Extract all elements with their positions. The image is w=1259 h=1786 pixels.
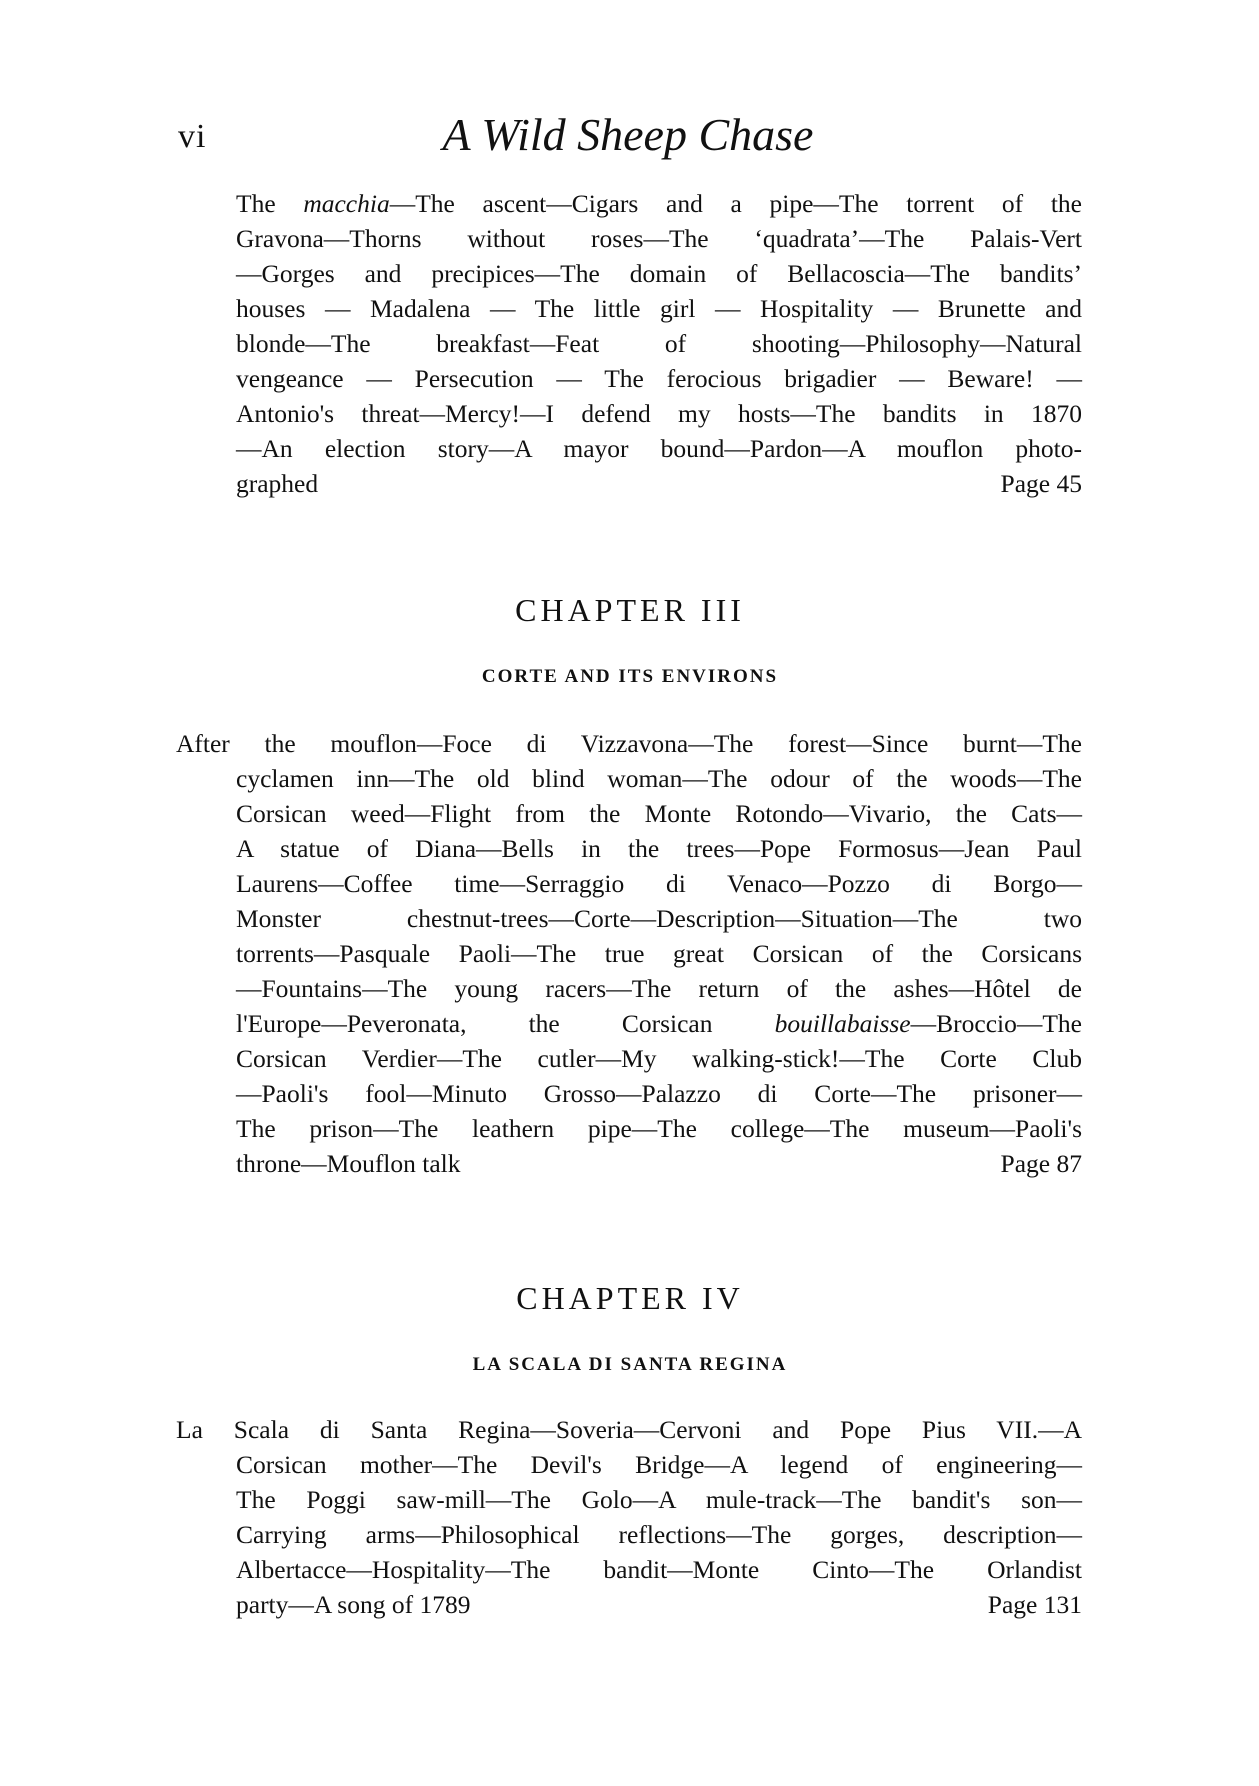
summary-line: graphed <box>236 469 319 498</box>
summary-line-last <box>236 466 1082 501</box>
summary-line: houses — Madalena — The little girl — Hospitality — Brunette and <box>236 294 1082 323</box>
summary-line: throne—Mouflon talk <box>236 1149 461 1178</box>
summary-line: Corsican Verdier—The cutler—My walking-stick!—The Corte Club <box>236 1044 1082 1073</box>
summary-line: cyclamen inn—The old blind woman—The odour of the woods—The <box>236 764 1082 793</box>
summary-line: The macchia—The ascent—Cigars and a pipe—The torrent of the <box>236 189 1082 218</box>
page-reference: Page 45 <box>1000 469 1082 498</box>
summary-line: Corsican weed—Flight from the Monte Rotondo—Vivario, the Cats— <box>236 799 1082 828</box>
chapter-heading: CHAPTER III <box>515 592 745 628</box>
summary-line: —Gorges and precipices—The domain of Bellacoscia—The bandits’ <box>236 259 1082 288</box>
summary-line: A statue of Diana—Bells in the trees—Pope Formosus—Jean Paul <box>236 834 1082 863</box>
page-reference: Page 87 <box>1000 1149 1082 1178</box>
chapter-heading: CHAPTER IV <box>516 1280 744 1316</box>
chapter-title: CORTE AND ITS ENVIRONS <box>481 666 779 687</box>
summary-line: Monster chestnut-trees—Corte—Description—Situation—The two <box>236 904 1082 933</box>
summary-line: torrents—Pasquale Paoli—The true great Corsican of the Corsicans <box>236 939 1082 968</box>
chapter2-summary <box>236 186 1082 501</box>
summary-line: La Scala di Santa Regina—Soveria—Cervoni and Pope Pius VII.—A <box>176 1415 1082 1444</box>
page-reference: Page 131 <box>987 1590 1082 1619</box>
chapter3-summary <box>176 726 1082 1181</box>
summary-line-last <box>176 1146 1082 1181</box>
chapter4-summary <box>176 1412 1082 1622</box>
summary-line: Laurens—Coffee time—Serraggio di Venaco—Pozzo di Borgo— <box>236 869 1082 898</box>
summary-line: After the mouflon—Foce di Vizzavona—The forest—Since burnt—The <box>176 729 1082 758</box>
summary-line: vengeance — Persecution — The ferocious brigadier — Beware! — <box>236 364 1082 393</box>
summary-line: party—A song of 1789 <box>236 1590 471 1619</box>
summary-line: Carrying arms—Philosophical reflections—The gorges, description— <box>236 1520 1082 1549</box>
summary-line: l'Europe—Peveronata, the Corsican bouillabaisse—Broccio—The <box>236 1009 1082 1038</box>
summary-line: blonde—The breakfast—Feat of shooting—Philosophy—Natural <box>236 329 1082 358</box>
summary-line: The Poggi saw-mill—The Golo—A mule-track—The bandit's son— <box>236 1485 1082 1514</box>
summary-line: Albertacce—Hospitality—The bandit—Monte Cinto—The Orlandist <box>236 1555 1082 1584</box>
summary-line: —Fountains—The young racers—The return of the ashes—Hôtel de <box>236 974 1082 1003</box>
summary-line: The prison—The leathern pipe—The college—The museum—Paoli's <box>236 1114 1082 1143</box>
running-head <box>178 108 1078 168</box>
summary-line-last <box>176 1587 1082 1622</box>
summary-line: —An election story—A mayor bound—Pardon—A mouflon photo- <box>236 434 1082 463</box>
summary-line: —Paoli's fool—Minuto Grosso—Palazzo di Corte—The prisoner— <box>236 1079 1082 1108</box>
summary-line: Corsican mother—The Devil's Bridge—A legend of engineering— <box>236 1450 1082 1479</box>
page-folio: vi <box>178 118 207 155</box>
book-title: A Wild Sheep Chase <box>442 109 814 160</box>
chapter-title: LA SCALA DI SANTA REGINA <box>472 1354 788 1375</box>
summary-line: Gravona—Thorns without roses—The ‘quadrata’—The Palais-Vert <box>236 224 1082 253</box>
summary-line: Antonio's threat—Mercy!—I defend my hosts—The bandits in 1870 <box>236 399 1082 428</box>
